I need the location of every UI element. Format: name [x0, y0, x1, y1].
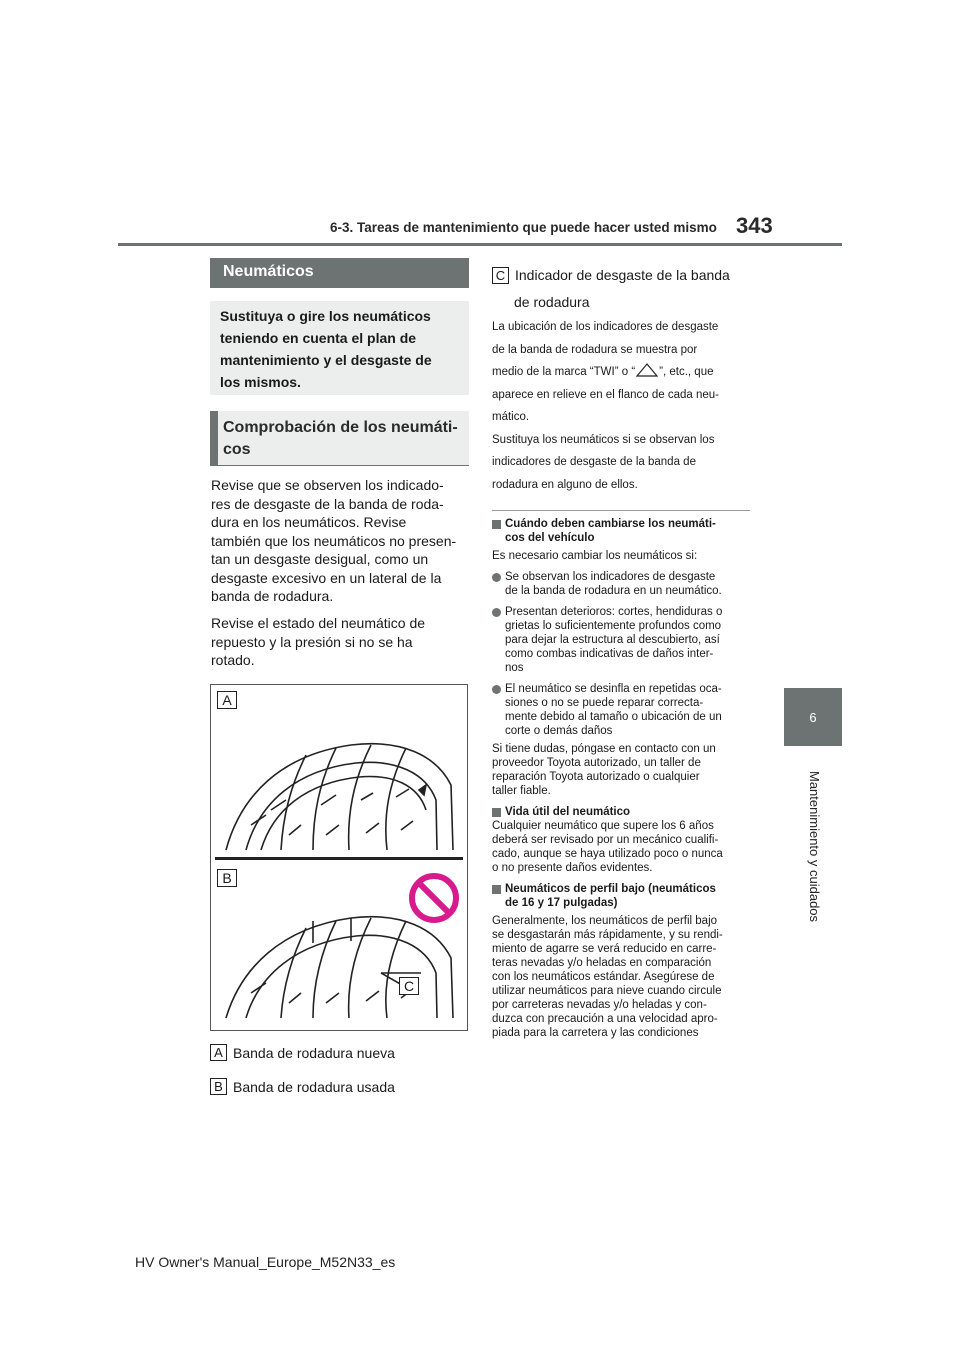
- legend-text: Banda de rodadura nueva: [233, 1044, 395, 1061]
- circle-bullet-icon: [492, 685, 501, 694]
- text-line: de la banda de rodadura se muestra por: [492, 343, 698, 356]
- legend-badge: A: [210, 1044, 227, 1061]
- legend-item-b: [210, 1078, 395, 1095]
- text-line: Generalmente, los neumáticos de perfil bajo: [492, 915, 718, 927]
- heading-line: de rodadura: [514, 294, 590, 310]
- legend-text: Banda de rodadura usada: [233, 1078, 395, 1095]
- bullet-line: nos: [505, 662, 524, 674]
- summary-line: los mismos.: [220, 374, 301, 390]
- text-line: Si tiene dudas, póngase en contacto con un: [492, 743, 716, 755]
- paragraph-line: también que los neumáticos no presen-: [211, 532, 457, 549]
- note-text: Es necesario cambiar los neumáticos si:: [492, 550, 698, 562]
- note-title: [492, 805, 754, 819]
- title-line: de 16 y 17 pulgadas): [505, 897, 618, 909]
- bullet-item: [492, 570, 754, 598]
- tire-tread-illustration: [210, 684, 468, 1031]
- bullet-line: como combas indicativas de daños inter-: [505, 648, 714, 660]
- page-number: 343: [736, 213, 773, 238]
- text-line: por carreteras nevadas y/o heladas y con-: [492, 999, 707, 1011]
- text-line: miento de agarre se verá reducido en carre-: [492, 943, 717, 955]
- triangle-mark-icon: [635, 363, 659, 377]
- bullet-line: El neumático se desinfla en repetidas oca-: [505, 683, 722, 695]
- text-line: con los neumáticos estándar. Asegúrese de: [492, 971, 715, 983]
- note-text: [492, 914, 754, 1040]
- text-line: reparación Toyota autorizado o cualquier: [492, 771, 700, 783]
- summary-box: [210, 301, 469, 395]
- paragraph-check: [211, 476, 456, 606]
- figure-label-c: C: [399, 977, 419, 995]
- paragraph-line: desgaste excesivo en un lateral de la: [211, 569, 442, 586]
- header-divider: [118, 243, 842, 246]
- text-line: aparece en relieve en el flanco de cada neu-: [492, 388, 719, 401]
- legend-badge: B: [210, 1078, 227, 1095]
- subheading: [223, 417, 458, 461]
- square-bullet-icon: [492, 885, 501, 894]
- notes-divider: [492, 510, 750, 511]
- subheading-bar: [210, 411, 218, 466]
- text-line: [492, 361, 719, 384]
- indicator-description: [492, 316, 719, 496]
- chapter-label: Mantenimiento y cuidados: [807, 771, 822, 923]
- square-bullet-icon: [492, 808, 501, 817]
- bullet-line: para dejar la estructura al descubierto, así: [505, 634, 720, 646]
- bullet-line: Presentan deterioros: cortes, hendiduras o: [505, 606, 723, 618]
- legend-item-a: [210, 1044, 395, 1061]
- paragraph-line: banda de rodadura.: [211, 588, 334, 604]
- text-line: deberá ser revisado por un mecánico cualifi-: [492, 834, 719, 846]
- bullet-item: [492, 605, 754, 675]
- title-line: Vida útil del neumático: [505, 806, 631, 818]
- heading-line: Indicador de desgaste de la banda: [515, 267, 730, 283]
- worn-tread-drawing: [221, 893, 461, 1023]
- figure-label-a: A: [217, 691, 237, 709]
- paragraph-line: dura en los neumáticos. Revise: [211, 514, 407, 530]
- note-text: [492, 819, 754, 875]
- title-line: cos del vehículo: [505, 532, 595, 544]
- text-line: se desgastarán más rápidamente, y su rendi-: [492, 929, 723, 941]
- section-title: 6-3. Tareas de mantenimiento que puede hacer usted mismo: [330, 220, 717, 235]
- text-line: La ubicación de los indicadores de desgaste: [492, 321, 719, 333]
- summary-line: teniendo en cuenta el plan de: [220, 330, 417, 346]
- text-line: duzca con precaución a una velocidad apro-: [492, 1013, 718, 1025]
- paragraph-spare: [211, 614, 425, 670]
- summary-line: mantenimiento y el desgaste de: [220, 352, 432, 368]
- text-line: cado, aunque se haya utilizado poco o nunca: [492, 848, 723, 860]
- new-tread-drawing: [221, 715, 461, 855]
- paragraph-line: rotado.: [211, 652, 255, 668]
- paragraph-line: Revise el estado del neumático de: [211, 615, 426, 631]
- note-closing: [492, 742, 754, 798]
- subheading-box: [210, 411, 469, 466]
- text-line: taller fiable.: [492, 785, 551, 797]
- text-line: utilizar neumáticos para nieve cuando circule: [492, 985, 722, 997]
- paragraph-line: Revise que se observen los indicado-: [211, 477, 444, 493]
- text-line: proveedor Toyota autorizado, un taller de: [492, 757, 701, 769]
- text-fragment: ”, etc., que: [659, 366, 714, 378]
- bullet-line: de la banda de rodadura en un neumático.: [505, 585, 722, 597]
- section-heading: Neumáticos: [210, 258, 469, 288]
- figure-label-b: B: [217, 869, 237, 887]
- title-line: Neumáticos de perfil bajo (neumáticos: [505, 883, 716, 895]
- paragraph-line: tan un desgaste desigual, como un: [211, 551, 429, 567]
- bullet-line: siones o no se puede reparar correcta-: [505, 697, 704, 709]
- square-bullet-icon: [492, 520, 501, 529]
- text-line: mático.: [492, 411, 530, 423]
- text-line: indicadores de desgaste de la banda de: [492, 456, 696, 468]
- indicator-heading: [492, 262, 730, 316]
- note-title: [492, 517, 754, 545]
- circle-bullet-icon: [492, 608, 501, 617]
- text-line: piada para la carretera y las condiciones: [492, 1027, 699, 1039]
- circle-bullet-icon: [492, 573, 501, 582]
- bullet-line: grietas lo suficientemente profundos como: [505, 620, 722, 632]
- subheading-line: Comprobación de los neumáti-: [223, 419, 458, 436]
- text-line: o no presente daños evidentes.: [492, 862, 653, 874]
- text-line: rodadura en alguno de ellos.: [492, 478, 638, 491]
- text-line: Sustituya los neumáticos si se observan los: [492, 433, 715, 446]
- title-line: Cuándo deben cambiarse los neumáti-: [505, 518, 716, 530]
- bullet-line: mente debido al tamaño o ubicación de un: [505, 711, 722, 723]
- notes-section: [492, 517, 754, 1040]
- legend-badge: C: [492, 267, 509, 284]
- footer-manual-id: HV Owner's Manual_Europe_M52N33_es: [135, 1254, 396, 1270]
- subheading-line: cos: [223, 441, 251, 458]
- summary-line: Sustituya o gire los neumáticos: [220, 308, 431, 324]
- note-title: [492, 882, 754, 910]
- chapter-tab[interactable]: 6: [784, 688, 842, 746]
- text-fragment: medio de la marca “TWI” o “: [492, 366, 636, 378]
- bullet-item: [492, 682, 754, 738]
- text-line: teras nevadas y/o heladas en comparación: [492, 957, 712, 969]
- bullet-line: corte o demás daños: [505, 725, 613, 737]
- figure-divider: [215, 857, 463, 860]
- paragraph-line: repuesto y la presión si no se ha: [211, 633, 413, 650]
- text-line: Cualquier neumático que supere los 6 años: [492, 820, 714, 832]
- bullet-line: Se observan los indicadores de desgaste: [505, 571, 716, 583]
- paragraph-line: res de desgaste de la banda de roda-: [211, 495, 444, 512]
